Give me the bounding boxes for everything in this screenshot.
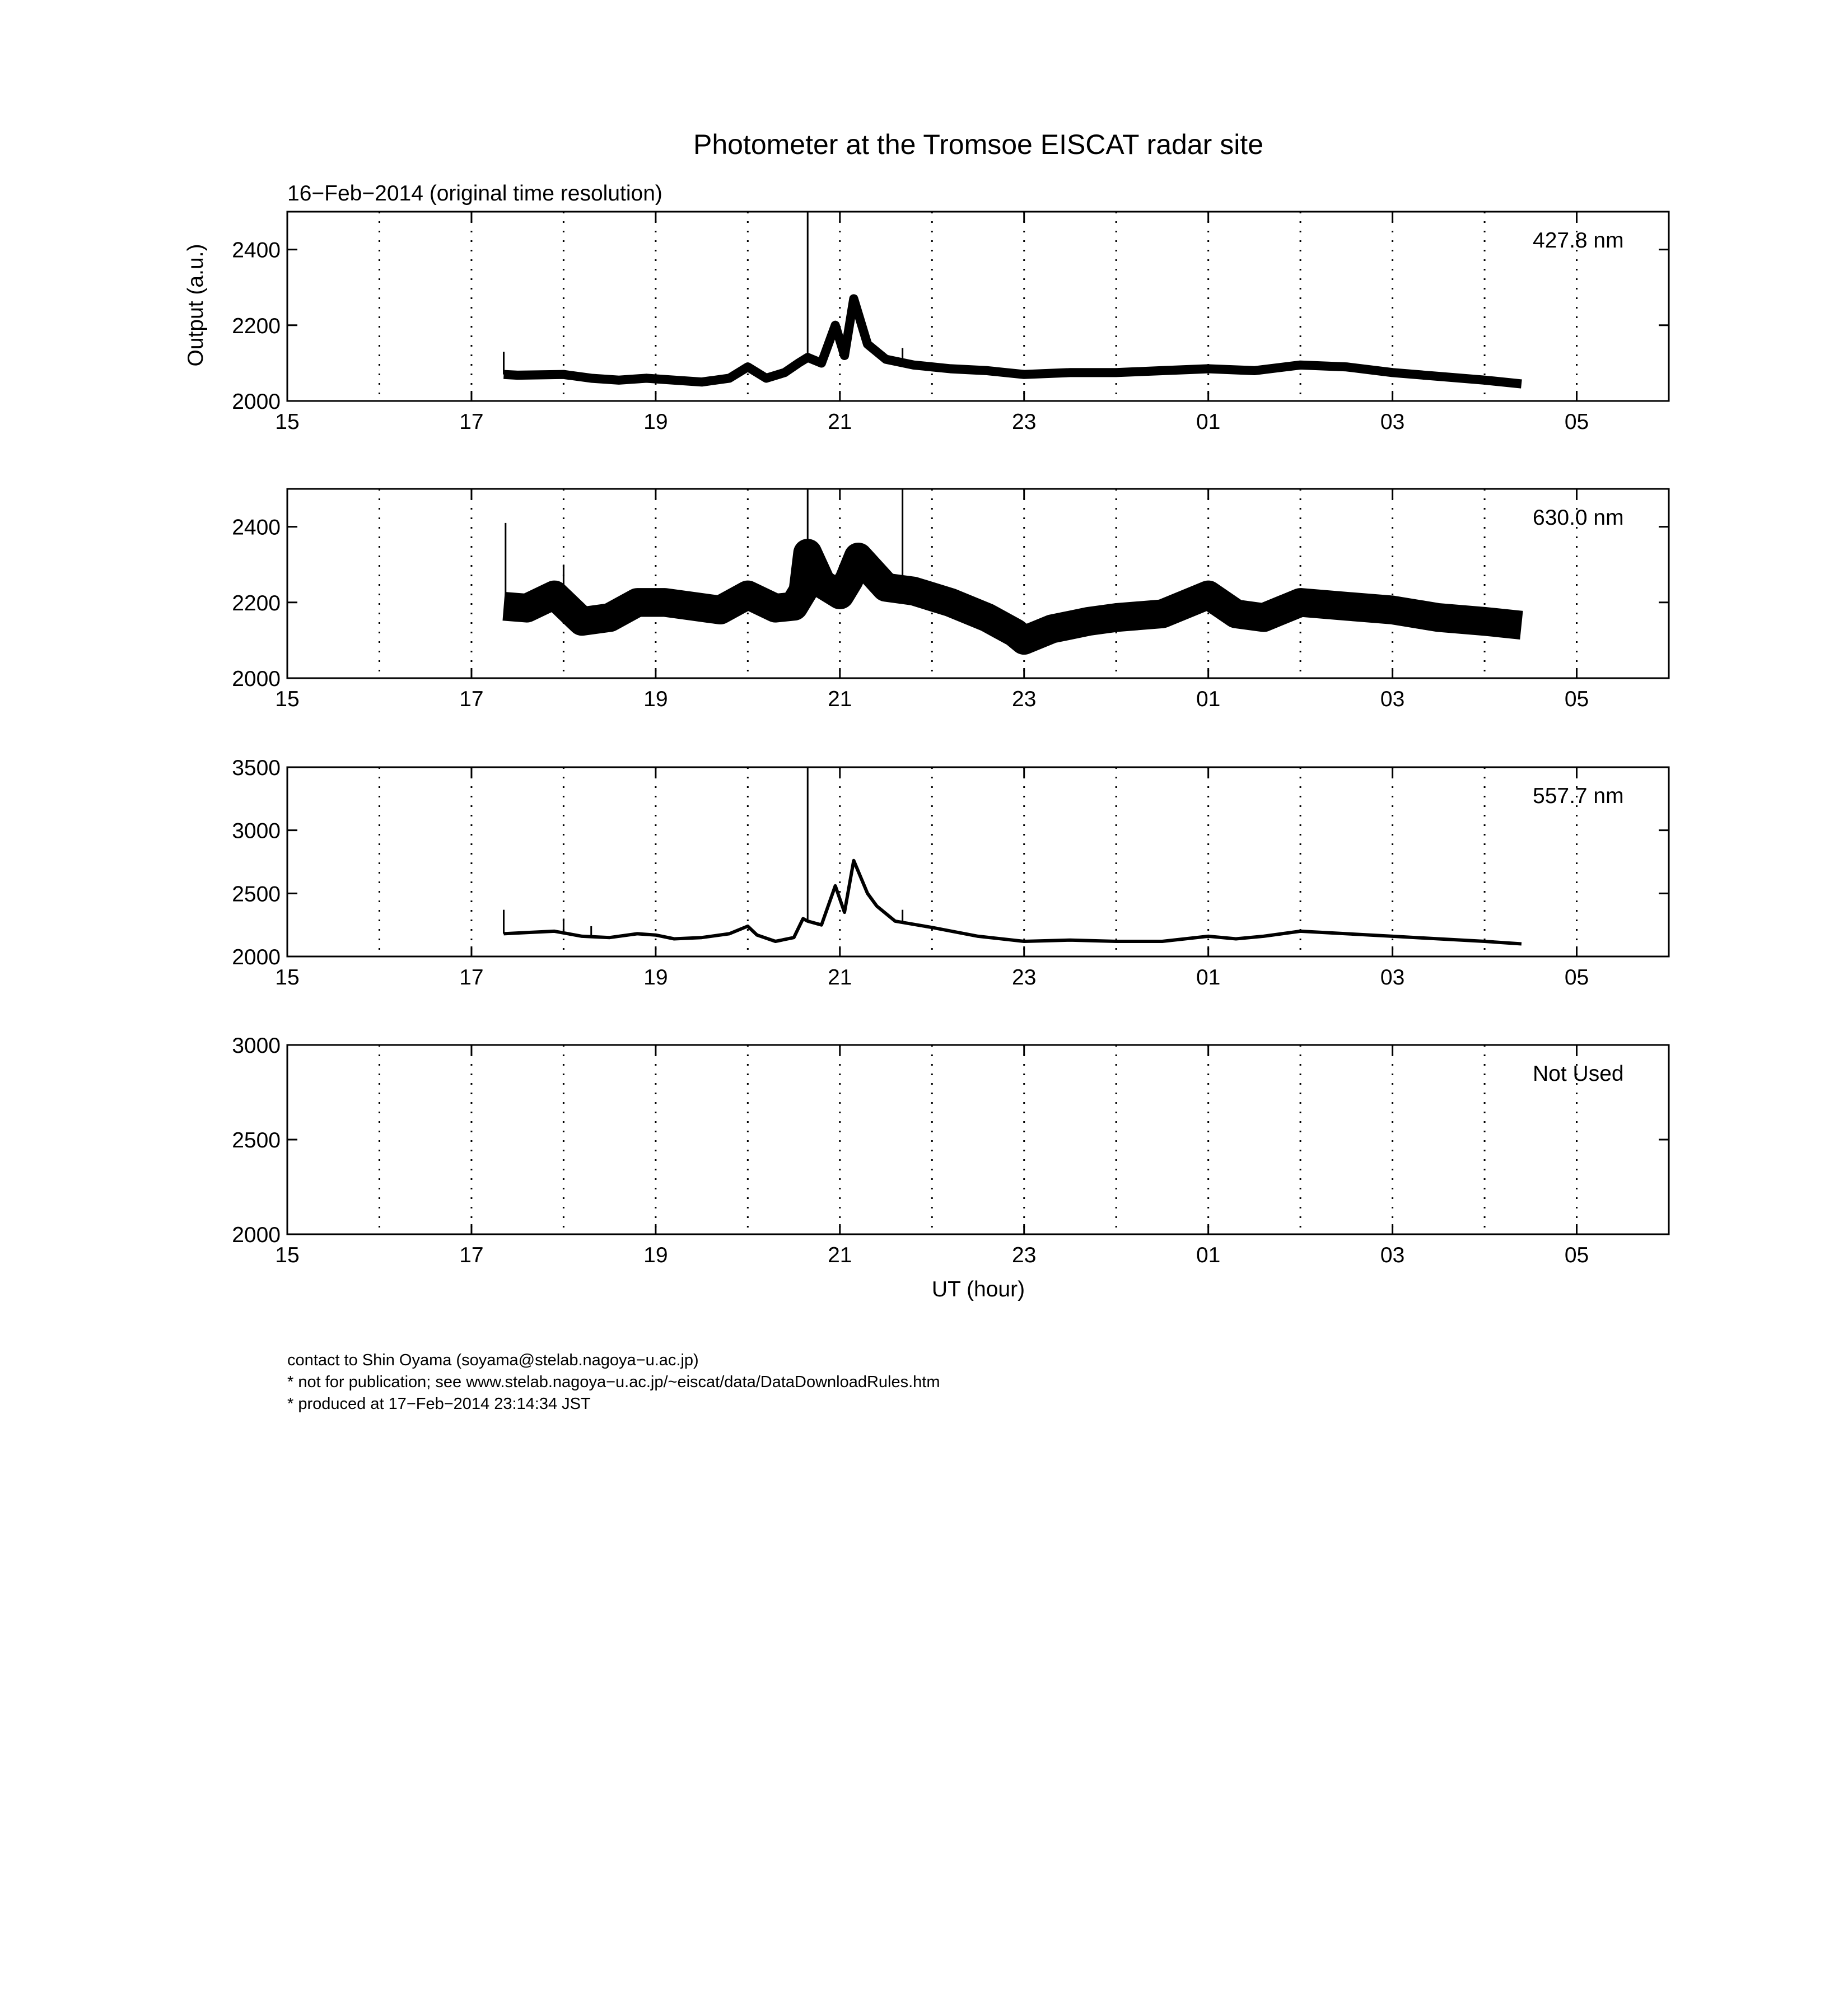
x-tick-label: 21 [828,1243,852,1267]
x-tick-label: 03 [1380,1243,1405,1267]
x-tick-label: 17 [459,1243,484,1267]
y-tick-label: 3000 [232,1034,281,1058]
x-tick-label: 01 [1196,687,1221,711]
x-tick-label: 05 [1564,687,1589,711]
x-tick-label: 01 [1196,410,1221,434]
wavelength-label: 630.0 nm [1533,506,1624,530]
x-tick-label: 21 [828,965,852,990]
x-tick-label: 23 [1012,1243,1037,1267]
panel-3 [232,756,1669,990]
wavelength-label: 557.7 nm [1533,784,1624,808]
x-tick-label: 05 [1564,410,1589,434]
data-trace [504,299,1522,384]
axes-frame [287,489,1669,678]
footer-rules: * not for publication; see www.stelab.nagoya−u.ac.jp/~eiscat/data/DataDownloadRules.htm [287,1373,940,1391]
x-tick-label: 01 [1196,965,1221,990]
chart-title: Photometer at the Tromsoe EISCAT radar site [693,129,1264,160]
x-tick-label: 03 [1380,410,1405,434]
x-tick-label: 19 [643,687,668,711]
y-tick-label: 2000 [232,390,281,414]
panel-4 [232,1034,1669,1267]
y-tick-label: 3500 [232,756,281,780]
y-tick-label: 3000 [232,819,281,843]
x-tick-label: 03 [1380,965,1405,990]
panel-1 [232,212,1669,434]
y-tick-label: 2000 [232,667,281,691]
x-tick-label: 21 [828,410,852,434]
footer-produced: * produced at 17−Feb−2014 23:14:34 JST [287,1395,591,1413]
x-tick-label: 19 [643,1243,668,1267]
x-tick-label: 23 [1012,687,1037,711]
y-tick-label: 2400 [232,515,281,540]
x-tick-label: 01 [1196,1243,1221,1267]
y-tick-label: 2000 [232,1223,281,1247]
axes-frame [287,767,1669,956]
chart-subtitle: 16−Feb−2014 (original time resolution) [287,181,662,206]
y-tick-label: 2000 [232,945,281,969]
x-tick-label: 05 [1564,965,1589,990]
wavelength-label: Not Used [1533,1062,1624,1086]
x-tick-label: 03 [1380,687,1405,711]
x-tick-label: 15 [275,965,300,990]
y-axis-label: Output (a.u.) [184,244,208,367]
x-tick-label: 23 [1012,410,1037,434]
wavelength-label: 427.8 nm [1533,228,1624,253]
panel-2 [232,489,1669,711]
x-tick-label: 17 [459,687,484,711]
x-tick-label: 21 [828,687,852,711]
x-tick-label: 17 [459,410,484,434]
x-axis-label: UT (hour) [931,1277,1025,1301]
y-tick-label: 2200 [232,591,281,615]
axes-frame [287,1045,1669,1234]
panels [232,212,1669,1267]
x-tick-label: 19 [643,410,668,434]
x-tick-label: 17 [459,965,484,990]
x-tick-label: 23 [1012,965,1037,990]
x-tick-label: 19 [643,965,668,990]
y-tick-label: 2500 [232,882,281,907]
y-tick-label: 2500 [232,1128,281,1152]
x-tick-label: 15 [275,410,300,434]
x-tick-label: 15 [275,687,300,711]
y-tick-label: 2200 [232,314,281,338]
x-tick-label: 05 [1564,1243,1589,1267]
x-tick-label: 15 [275,1243,300,1267]
y-tick-label: 2400 [232,238,281,263]
footer-contact: contact to Shin Oyama (soyama@stelab.nagoya−u.ac.jp) [287,1351,699,1369]
